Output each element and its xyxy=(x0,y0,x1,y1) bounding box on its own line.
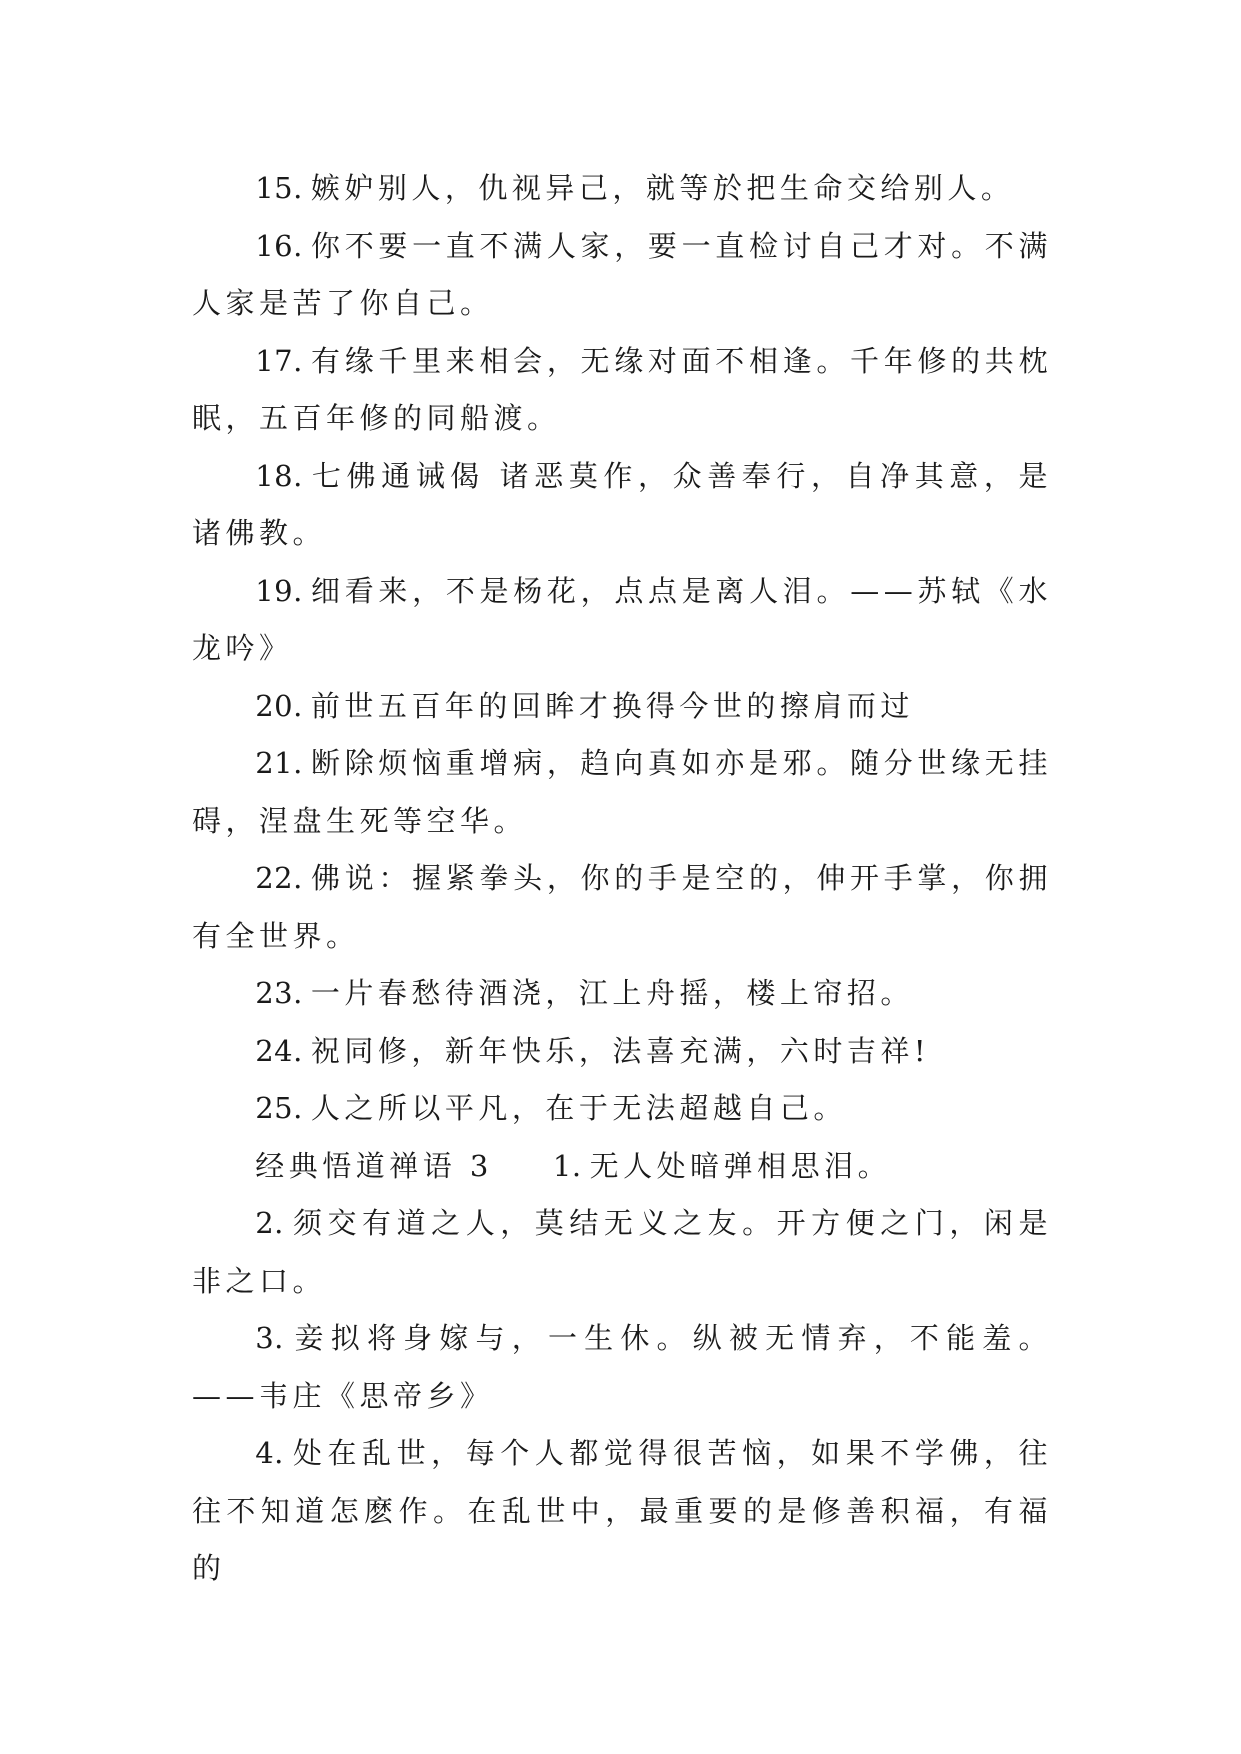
item-text: 七佛通诫偈 诸恶莫作，众善奉行，自净其意，是诸佛教。 xyxy=(192,458,1052,550)
paragraph-15 xyxy=(192,160,1052,218)
item-number: 19. xyxy=(255,573,303,608)
item-text: 有缘千里来相会，无缘对面不相逢。千年修的共枕眠，五百年修的同船渡。 xyxy=(192,343,1052,435)
paragraph-18 xyxy=(192,448,1052,563)
item-text: 嫉妒别人，仇视异己，就等於把生命交给别人。 xyxy=(310,171,1015,205)
item-text: 处在乱世，每个人都觉得很苦恼，如果不学佛，往往不知道怎麽作。在乱世中，最重要的是修善积福，有福的 xyxy=(192,1436,1052,1585)
section-heading-line xyxy=(192,1138,1052,1196)
item-number: 21. xyxy=(255,746,303,780)
paragraph-20 xyxy=(192,678,1052,736)
item-text: 无人处暗弹相思泪。 xyxy=(589,1148,892,1183)
item-number: 24. xyxy=(255,1033,303,1068)
item-number: 2. xyxy=(255,1206,284,1240)
paragraph-23 xyxy=(192,965,1052,1023)
paragraph-17 xyxy=(192,333,1052,448)
paragraph-25 xyxy=(192,1080,1052,1138)
paragraph-24 xyxy=(192,1023,1052,1081)
paragraph-s3-3 xyxy=(192,1310,1052,1425)
paragraph-19 xyxy=(192,563,1052,678)
item-number: 22. xyxy=(255,861,303,895)
paragraph-s3-2 xyxy=(192,1195,1052,1310)
paragraph-21 xyxy=(192,735,1052,850)
item-text: 人之所以平凡，在于无法超越自己。 xyxy=(310,1091,847,1125)
item-number: 16. xyxy=(255,228,303,263)
item-number: 23. xyxy=(255,976,303,1010)
item-number: 4. xyxy=(255,1436,284,1470)
item-text: 前世五百年的回眸才换得今世的擦肩而过 xyxy=(310,688,914,723)
item-text: 断除烦恼重增病，趋向真如亦是邪。随分世缘无挂碍，涅盘生死等空华。 xyxy=(192,746,1052,838)
item-text: 佛说：握紧拳头，你的手是空的，伸开手掌，你拥有全世界。 xyxy=(192,861,1052,953)
paragraph-s3-4 xyxy=(192,1425,1052,1598)
item-text: 须交有道之人，莫结无义之友。开方便之门，闲是非之口。 xyxy=(192,1206,1052,1298)
item-text: 一片春愁待酒浇，江上舟摇，楼上帘招。 xyxy=(310,976,914,1010)
item-text: 细看来，不是杨花，点点是离人泪。——苏轼《水龙吟》 xyxy=(192,573,1052,665)
item-number: 3. xyxy=(255,1321,284,1355)
item-text: 你不要一直不满人家，要一直检讨自己才对。不满人家是苦了你自己。 xyxy=(192,228,1052,320)
item-number: 17. xyxy=(255,343,303,378)
section-title: 经典悟道禅语 3 xyxy=(255,1148,493,1183)
item-number: 15. xyxy=(255,171,303,205)
item-number: 1. xyxy=(552,1148,582,1183)
item-number: 18. xyxy=(255,458,303,493)
item-number: 25. xyxy=(255,1091,303,1125)
document-body xyxy=(192,160,1052,1598)
item-text: 妾拟将身嫁与，一生休。纵被无情弃，不能羞。——韦庄《思帝乡》 xyxy=(192,1321,1052,1413)
paragraph-22 xyxy=(192,850,1052,965)
item-number: 20. xyxy=(255,688,303,723)
item-text: 祝同修，新年快乐，法喜充满，六时吉祥! xyxy=(310,1033,930,1068)
paragraph-16 xyxy=(192,218,1052,333)
